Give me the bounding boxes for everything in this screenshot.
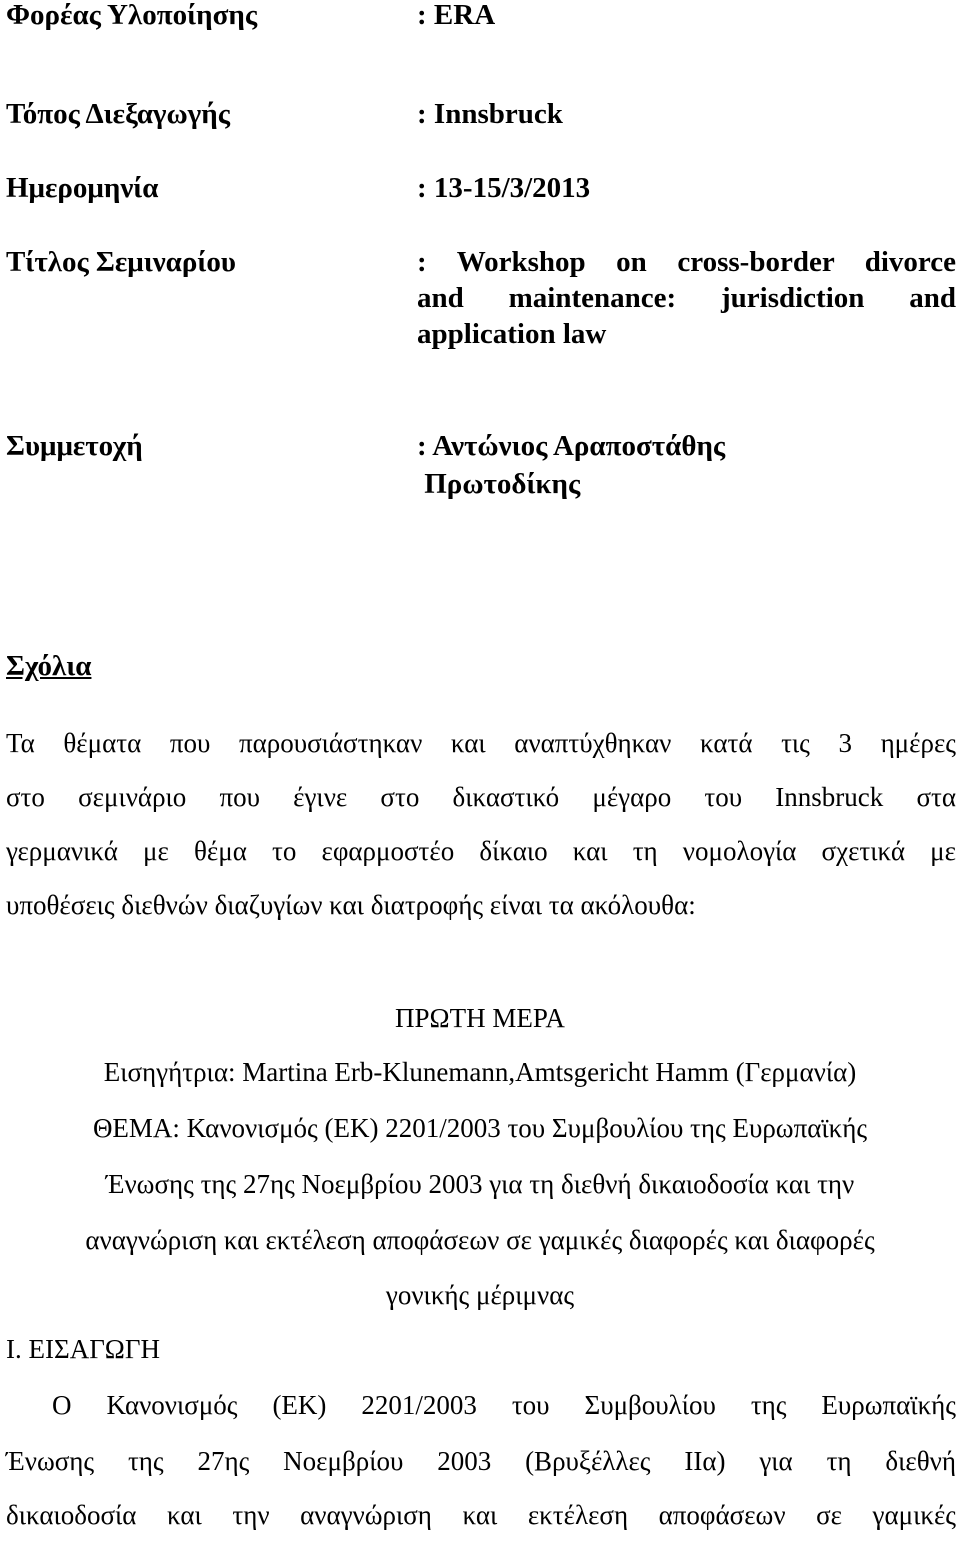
intro-line: γερμανικά με θέμα το εφαρμοστέο δίκαιο και τη νομολογία σχετικά με — [6, 836, 956, 866]
intro-line: υποθέσεις διεθνών διαζυγίων και διατροφής είναι τα ακόλουθα: — [6, 890, 696, 920]
intro-paragraph — [6, 716, 956, 932]
label-seminar-title: Τίτλος Σεμιναρίου — [6, 246, 236, 278]
label-venue: Τόπος Διεξαγωγής — [6, 98, 230, 130]
section-line: Ο Κανονισμός (ΕΚ) 2201/2003 του Συμβουλίου της Ευρωπαϊκής — [52, 1390, 956, 1420]
value-seminar-title — [417, 244, 956, 352]
seminar-title-line: : Workshop on cross-border divorce — [417, 246, 956, 278]
section-line: Ένωσης της 27ης Νοεμβρίου 2003 (Βρυξέλλες ΙΙα) για τη διεθνή — [6, 1446, 956, 1476]
section-paragraph — [6, 1434, 956, 1542]
label-participation: Συμμετοχή — [6, 430, 143, 462]
comments-heading: Σχόλια — [6, 650, 92, 682]
intro-line: Τα θέματα που παρουσιάστηκαν και αναπτύχθηκαν κατά τις 3 ημέρες — [6, 728, 956, 758]
topic-line: ΘΕΜΑ: Κανονισμός (ΕΚ) 2201/2003 του Συμβουλίου της Ευρωπαϊκής — [92, 1113, 868, 1143]
intro-line: στο σεμινάριο που έγινε στο δικαστικό μέγαρο του Innsbruck στα — [6, 782, 956, 812]
label-implementing-body: Φορέας Υλοποίησης — [6, 0, 258, 31]
label-date: Ημερομηνία — [6, 172, 159, 204]
topic-line: Ένωσης της 27ης Νοεμβρίου 2003 για τη διεθνή δικαιοδοσία και την — [105, 1169, 855, 1199]
value-date: : 13-15/3/2013 — [417, 172, 591, 204]
topic-line: αναγνώριση και εκτέλεση αποφάσεων σε γαμικές διαφορές και διαφορές — [85, 1225, 875, 1255]
value-participant-rank: Πρωτοδίκης — [417, 468, 581, 500]
section-title: Ι. ΕΙΣΑΓΩΓΗ — [6, 1334, 160, 1364]
value-venue: : Innsbruck — [417, 98, 563, 130]
value-implementing-body: : ERA — [417, 0, 496, 31]
topic-line: γονικής μέριμνας — [385, 1280, 575, 1310]
value-participant-name: : Αντώνιος Αραποστάθης — [417, 430, 726, 462]
seminar-title-line: and maintenance: jurisdiction and — [417, 282, 956, 314]
section-paragraph-first — [52, 1378, 956, 1432]
day-title: ΠΡΩΤΗ ΜΕΡΑ — [395, 1003, 565, 1033]
section-line: δικαιοδοσία και την αναγνώριση και εκτέλεση αποφάσεων σε γαμικές — [6, 1500, 956, 1530]
speaker-line: Εισηγήτρια: Martina Erb-Klunemann,Amtsgericht Hamm (Γερμανία) — [103, 1057, 857, 1087]
seminar-title-line: application law — [417, 318, 607, 350]
